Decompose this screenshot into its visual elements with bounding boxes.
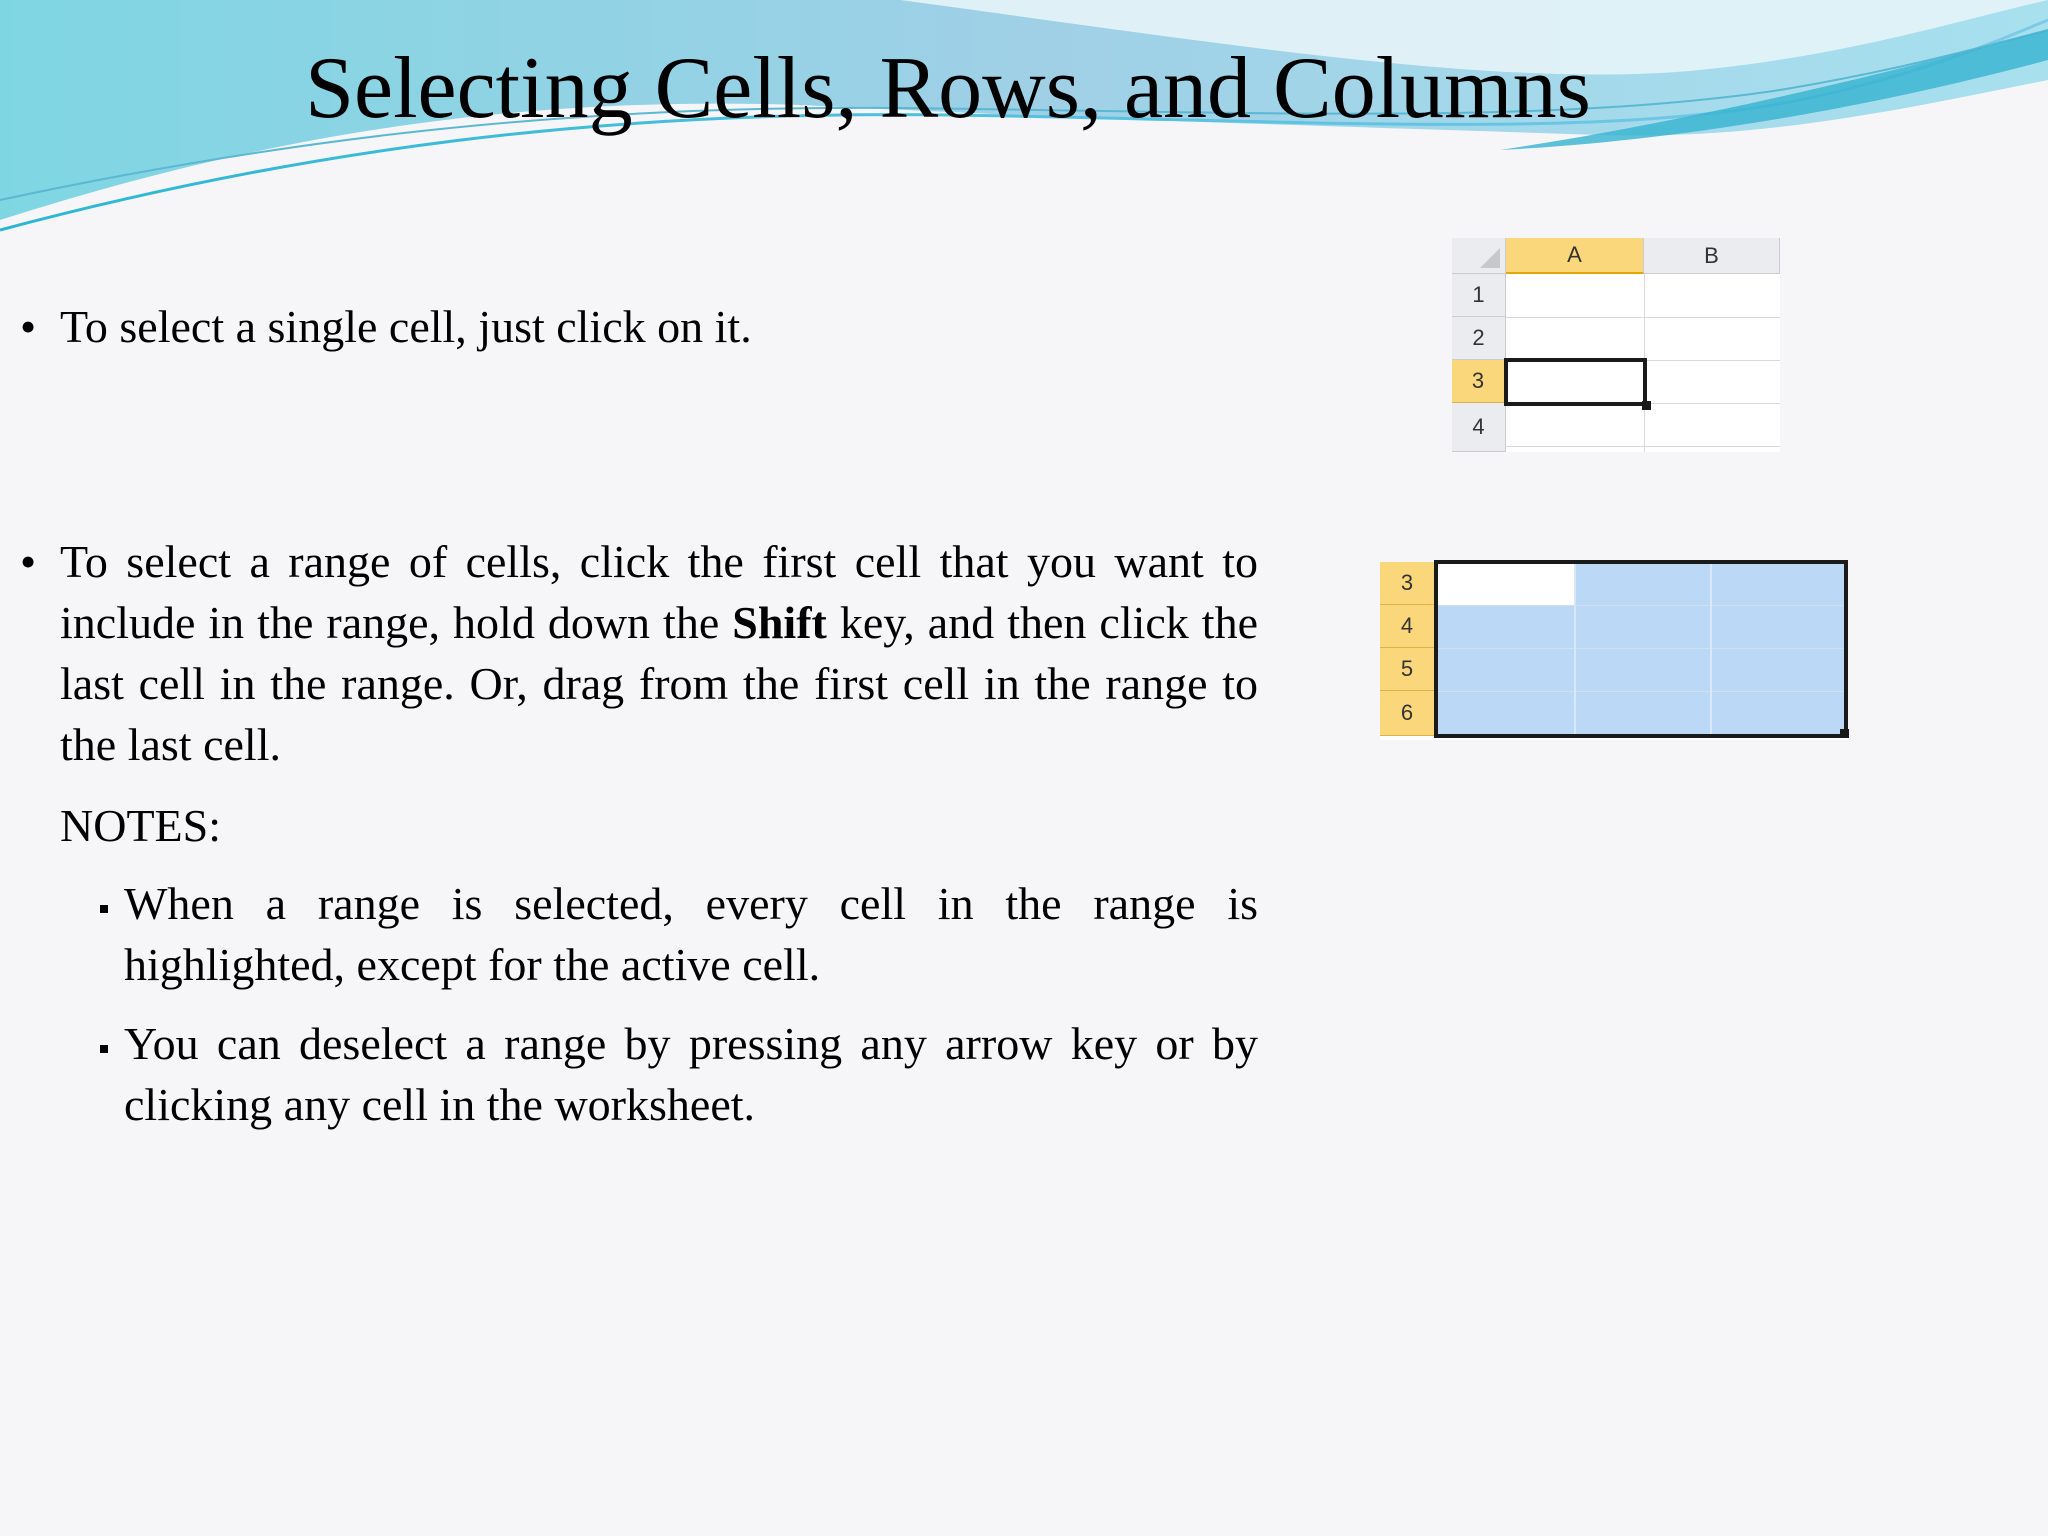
fill-handle (1642, 401, 1651, 410)
active-cell-a3 (1504, 358, 1647, 406)
single-cell-selection-figure (1452, 238, 1780, 452)
row-header-5: 5 (1380, 648, 1436, 691)
row-header-6: 6 (1380, 691, 1436, 736)
row-header-4: 4 (1452, 403, 1506, 452)
row-header-3: 3 (1380, 562, 1436, 605)
slide-title: Selecting Cells, Rows, and Columns (305, 40, 1591, 137)
row-header-2: 2 (1452, 317, 1506, 360)
fill-handle (1840, 729, 1849, 738)
gridline (1506, 317, 1780, 318)
row-header-4: 4 (1380, 605, 1436, 648)
bullet-range-text-before: To select a range of cells, click the first cell that you want to include in the range, hold down the (60, 536, 1258, 648)
range-border (1434, 560, 1848, 738)
shift-key-bold: Shift (732, 597, 827, 648)
bullet-range-text-after: key, and then click the last cell in the range. Or, drag from the first cell in the range to the last cell. (60, 597, 1258, 770)
column-header-a: A (1506, 238, 1644, 274)
gridline (1506, 446, 1780, 447)
note-deselect-range: You can deselect a range by pressing any arrow key or by clicking any cell in the worksheet. (124, 1013, 1258, 1135)
select-all-corner-icon (1452, 238, 1506, 274)
notes-label: NOTES: (60, 800, 221, 851)
row-header-1: 1 (1452, 274, 1506, 317)
range-selection-figure (1380, 562, 1848, 740)
note-range-highlighted: When a range is selected, every cell in the range is highlighted, except for the active cell. (124, 873, 1258, 995)
bullet-range-selection (60, 531, 1258, 775)
bullet-single-cell: • To select a single cell, just click on it. (60, 296, 1258, 357)
column-header-b: B (1644, 238, 1780, 274)
row-header-3: 3 (1452, 360, 1506, 403)
